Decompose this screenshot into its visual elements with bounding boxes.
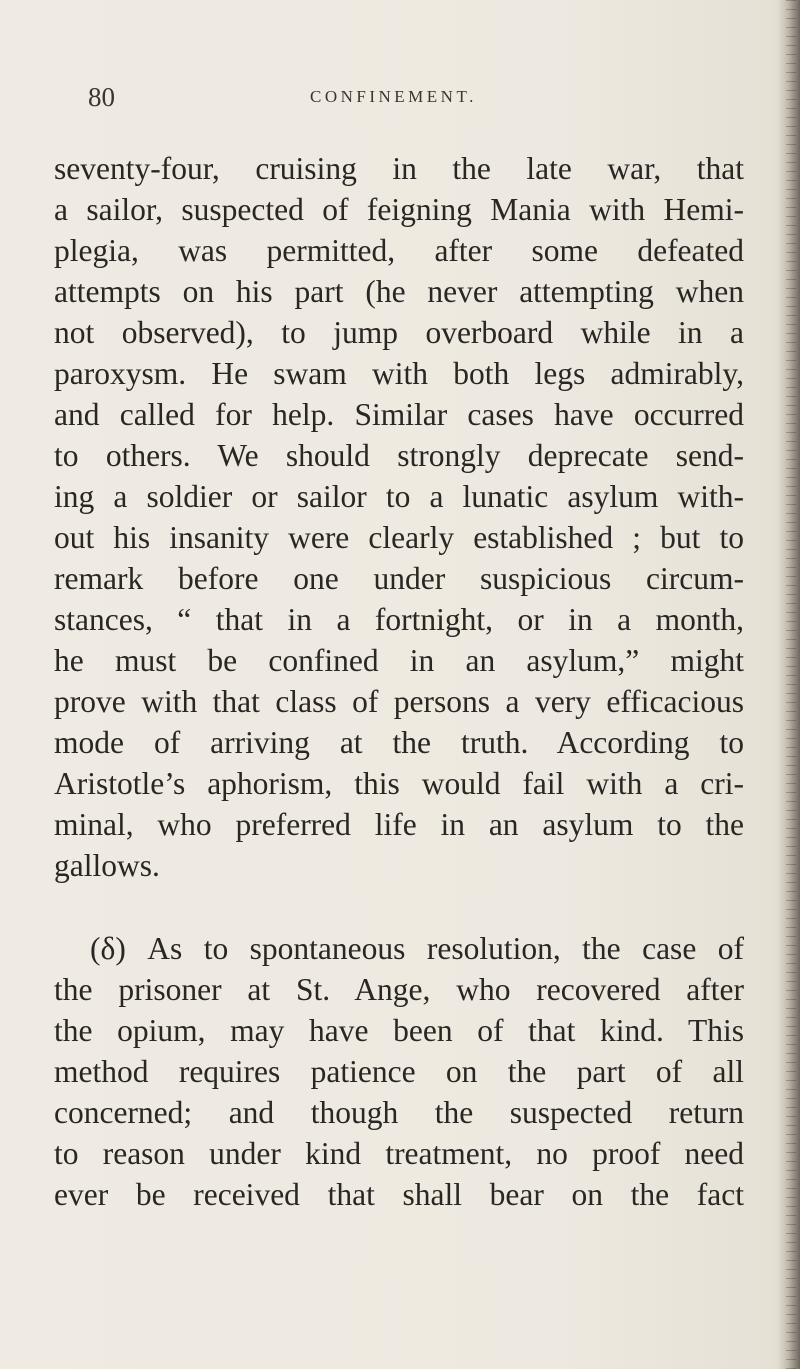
paragraph-gap: [54, 886, 744, 928]
text-line: ing a soldier or sailor to a lunatic asylum with-: [54, 479, 744, 514]
text-line: Aristotle’s aphorism, this would fail with a cri-: [54, 766, 744, 801]
paragraph-1: [54, 148, 744, 886]
text-line: the opium, may have been of that kind. This: [54, 1013, 744, 1048]
text-line: prove with that class of persons a very efficacious: [54, 684, 744, 719]
page-header: [88, 82, 728, 114]
text-line: paroxysm. He swam with both legs admirably,: [54, 356, 744, 391]
page-number: 80: [88, 82, 115, 112]
text-line: he must be confined in an asylum,” might: [54, 643, 744, 678]
text-line: the prisoner at St. Ange, who recovered after: [54, 972, 744, 1007]
text-line: ever be received that shall bear on the fact: [54, 1177, 744, 1212]
text-line: minal, who preferred life in an asylum to the: [54, 807, 744, 842]
text-line: and called for help. Similar cases have occurred: [54, 397, 744, 432]
text-line: to others. We should strongly deprecate send-: [54, 438, 744, 473]
page-edge-stack: [786, 0, 796, 1369]
text-line: remark before one under suspicious circum-: [54, 561, 744, 596]
text-line: gallows.: [54, 848, 160, 883]
text-line: (δ) As to spontaneous resolution, the case of: [90, 931, 744, 966]
text-line: to reason under kind treatment, no proof need: [54, 1136, 744, 1171]
paragraph-2: [54, 928, 744, 1215]
text-line: attempts on his part (he never attempting when: [54, 274, 744, 309]
text-line: plegia, was permitted, after some defeated: [54, 233, 744, 268]
text-line: seventy-four, cruising in the late war, that: [54, 151, 744, 186]
text-line: mode of arriving at the truth. According to: [54, 725, 744, 760]
text-line: stances, “ that in a fortnight, or in a month,: [54, 602, 744, 637]
text-line: a sailor, suspected of feigning Mania with Hemi-: [54, 192, 744, 227]
text-line: method requires patience on the part of all: [54, 1054, 744, 1089]
text-line: out his insanity were clearly established ; but to: [54, 520, 744, 555]
running-head: CONFINEMENT.: [310, 87, 477, 106]
body-text: [54, 148, 744, 1215]
text-line: not observed), to jump overboard while in a: [54, 315, 744, 350]
text-line: concerned; and though the suspected return: [54, 1095, 744, 1130]
